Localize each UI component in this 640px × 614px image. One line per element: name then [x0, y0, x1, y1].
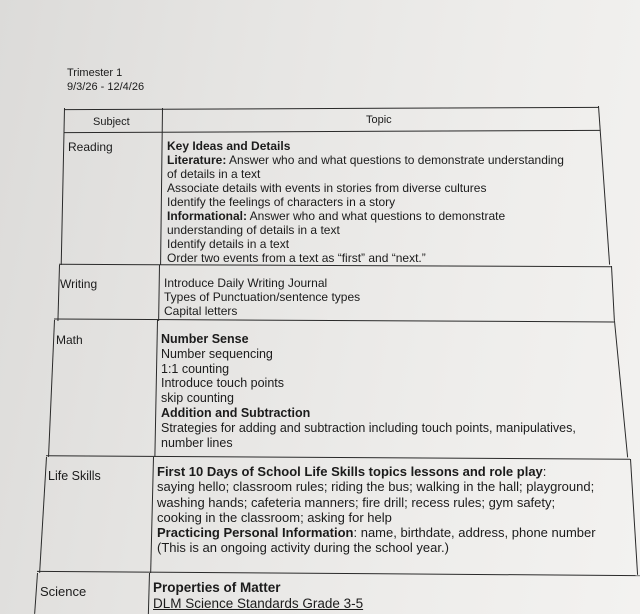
topic-line-text: DLM Science Standards Grade 3-5	[153, 596, 364, 611]
topic-line	[164, 276, 360, 290]
topic-line-text: understanding of details in a text	[167, 223, 340, 237]
topic-line	[153, 580, 363, 596]
table-rule	[150, 457, 154, 573]
topic-reading	[167, 139, 564, 265]
topic-line-text: of details in a text	[167, 167, 261, 181]
subject-math: Math	[56, 333, 83, 347]
topic-line-text: Associate details with events in stories from diverse cultures	[167, 181, 487, 195]
table-rule	[611, 266, 615, 321]
topic-line	[167, 223, 564, 237]
topic-line	[157, 479, 596, 494]
topic-line	[161, 421, 576, 436]
topic-line	[167, 251, 564, 265]
topic-line	[167, 209, 564, 223]
topic-line-text: Order two events from a text as “first” and “next.”	[167, 251, 426, 265]
topic-line-text: Answer who and what questions to demonstrate	[247, 209, 506, 223]
topic-line	[161, 347, 576, 362]
topic-math	[161, 332, 576, 450]
topic-line	[167, 167, 564, 181]
topic-line-bold: Number Sense	[161, 332, 249, 346]
topic-line	[153, 596, 363, 612]
topic-line-text: (This is an ongoing activity during the school year.)	[157, 540, 449, 556]
topic-line-text: Strategies for adding and subtraction including touch points, manipulatives,	[161, 420, 576, 435]
topic-line-bold: Informational:	[167, 209, 247, 223]
topic-line	[164, 304, 360, 318]
table-rule	[154, 320, 158, 457]
topic-line	[161, 436, 576, 451]
topic-line-text: washing hands; cafeteria manners; fire drill; recess rules; gym safety;	[157, 494, 556, 510]
topic-line	[167, 195, 564, 209]
table-rule	[48, 320, 55, 457]
table-rule	[37, 571, 640, 576]
topic-line-bold: Literature:	[167, 153, 227, 167]
topic-line-text: Capital letters	[164, 304, 238, 318]
topic-line	[161, 406, 576, 421]
topic-line	[157, 510, 596, 525]
topic-writing	[164, 276, 360, 318]
topic-life-skills	[157, 464, 596, 556]
table-rule	[148, 573, 150, 614]
topic-line-text: Number sequencing	[161, 346, 273, 361]
topic-line-text: Types of Punctuation/sentence types	[164, 290, 361, 304]
topic-line-text: saying hello; classroom rules; riding the bus; walking in the hall; playground;	[157, 479, 595, 495]
table-rule	[598, 106, 610, 265]
topic-line	[157, 540, 596, 555]
topic-line-text: cooking in the classroom; asking for help	[157, 509, 392, 525]
topic-line-text: :	[542, 464, 547, 479]
column-header-topic: Topic	[366, 114, 392, 126]
table-rule	[61, 108, 65, 265]
topic-line-text: Answer who and what questions to demonstrate understanding	[226, 153, 564, 167]
column-header-subject: Subject	[93, 116, 130, 128]
topic-line-bold: Addition and Subtraction	[161, 405, 311, 420]
topic-line	[167, 153, 564, 167]
topic-line	[167, 237, 564, 251]
topic-line	[161, 362, 576, 377]
topic-science	[153, 580, 363, 612]
subject-writing: Writing	[60, 277, 98, 291]
table-rule	[64, 130, 600, 133]
topic-line	[164, 290, 360, 304]
topic-line-text: Introduce Daily Writing Journal	[164, 276, 328, 290]
topic-line	[157, 464, 596, 479]
term-label: Trimester 1	[67, 67, 123, 79]
topic-line-text: Introduce touch points	[161, 376, 284, 391]
topic-line-text: : name, birthdate, address, phone number	[353, 525, 596, 541]
topic-line-text: Identify the feelings of characters in a story	[167, 195, 396, 209]
table-rule	[34, 573, 38, 614]
topic-line	[167, 139, 564, 153]
topic-line	[161, 391, 576, 406]
table-rule	[630, 459, 638, 575]
topic-line	[157, 495, 596, 510]
subject-science: Science	[40, 584, 87, 599]
table-rule	[64, 107, 599, 110]
topic-line-bold: First 10 Days of School Life Skills topics lessons and role play	[157, 464, 543, 479]
term-dates: 9/3/26 - 12/4/26	[67, 81, 145, 93]
topic-line	[167, 181, 564, 195]
table-rule	[158, 265, 160, 321]
topic-line-text: skip counting	[161, 391, 234, 406]
table-rule	[46, 455, 630, 460]
topic-line-text: Identify details in a text	[167, 237, 290, 251]
topic-line-bold: Practicing Personal Information	[157, 525, 354, 541]
table-rule	[57, 265, 60, 321]
topic-line-text: number lines	[161, 435, 233, 450]
topic-line	[161, 332, 576, 347]
topic-line-bold: Properties of Matter	[153, 580, 281, 595]
topic-line	[161, 376, 576, 391]
table-rule	[39, 457, 47, 573]
topic-line-text: 1:1 counting	[161, 361, 230, 376]
table-rule	[54, 319, 614, 323]
topic-line-bold: Key Ideas and Details	[167, 139, 291, 153]
topic-line	[157, 525, 596, 540]
table-rule	[614, 321, 628, 457]
subject-life-skills: Life Skills	[48, 469, 101, 483]
subject-reading: Reading	[68, 140, 113, 154]
